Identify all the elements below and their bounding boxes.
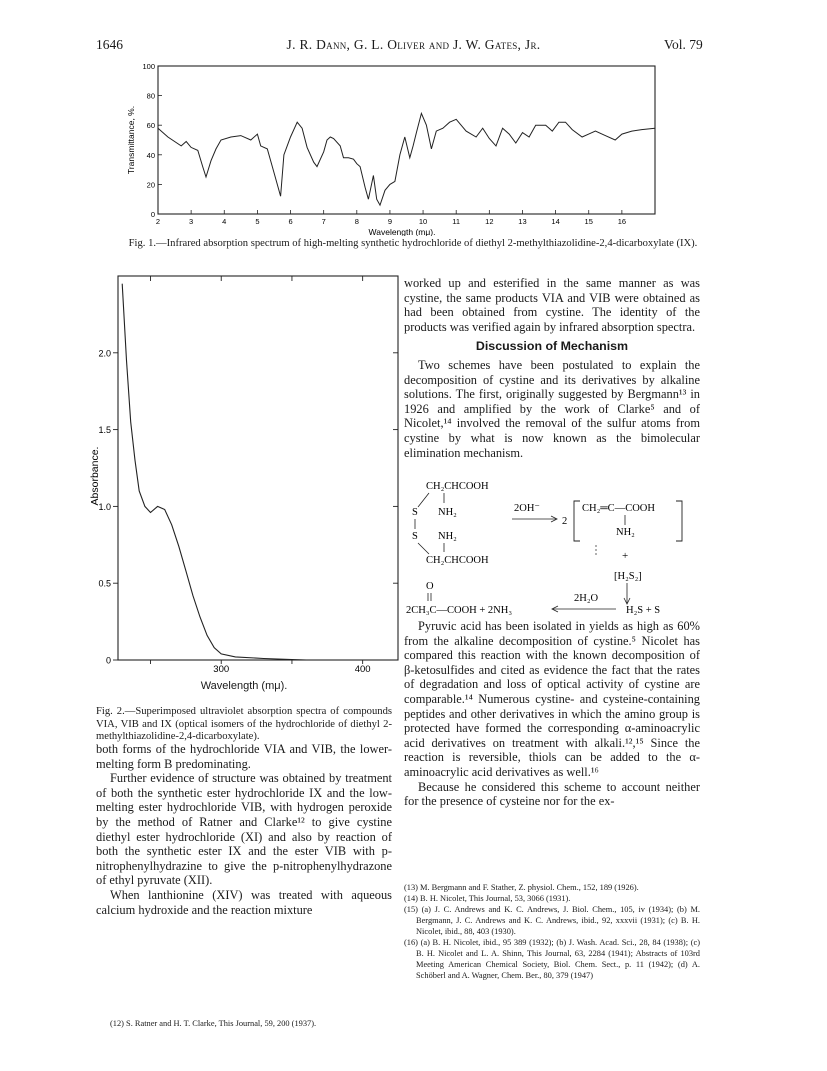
figure1-spectrum-line — [158, 113, 655, 205]
footnote-12: (12) S. Ratner and H. T. Clarke, This Journal, 59, 200 (1937). — [110, 1019, 317, 1028]
scheme-oxygen: O — [426, 581, 434, 592]
figure1-ytick-label: 80 — [146, 91, 155, 101]
right-paragraph-3: Because he considered this scheme to account neither for the presence of cysteine nor for the ex- — [404, 779, 700, 809]
right-paragraph-1: Two schemes have been postulated to explain the decomposition of cystine and its derivatives by alkaline solutions. The first, originally suggested by Bergmann¹³ in 1926 and amplified by the work of Clarke⁵ and of Nicolet,¹⁴ involved the removal of the sulfur atoms from cystine by what is now known as the bimolecular elimination mechanism. — [404, 357, 700, 460]
figure2-ytick-label: 1.0 — [98, 501, 111, 512]
scheme-h2s-s: H₂S + S — [626, 605, 661, 615]
figure1-xtick-label: 2 — [155, 217, 161, 226]
figure2-caption: Fig. 2.—Superimposed ultraviolet absorption spectra of compounds VIA, VIB and IX (optical isomers of the hydrochloride of diethyl 2-methylthiazolidine-2,4-dicarboxylate). — [96, 706, 392, 743]
scheme-cystine-top: CH₂CHCOOH — [426, 481, 489, 492]
right-column-bottom — [404, 619, 700, 809]
figure1-xtick-label: 4 — [222, 217, 227, 226]
figure1-ytick-label: 100 — [142, 62, 155, 71]
figure1-xtick-label: 11 — [452, 217, 461, 226]
left-column — [96, 742, 392, 917]
footnote-16: (16) (a) B. H. Nicolet, ibid., 95 389 (1932); (b) J. Wash. Acad. Sci., 28, 84 (1938); (c) B. H. Nicolet and L. A. Shinn, This Journal, 63, 2284 (1941); Abstracts of 103rd Meeting American Chemical Society, Biol. Chem. Sect., p. 11 (1942); (d) A. Schöberl and A. Wagner, Chem. Ber., 80, 379 (1947) — [404, 938, 700, 980]
figure1-xtick-label: 3 — [189, 217, 194, 226]
figure2-axes — [98, 276, 398, 675]
figure1-xtick-label: 10 — [418, 217, 428, 226]
figure1-xtick-label: 14 — [551, 217, 560, 226]
scheme-nh2-1: NH₂ — [438, 507, 457, 518]
right-paragraph-2: Pyruvic acid has been isolated in yields as high as 60% from the alkaline decomposition of cystine.⁵ Nicolet has compared this reaction with the known decomposition of β-ketosulfides and cited as evidence the fact that the rates of degradation and loss of optical activity of cystine are comparable.¹⁴ Numerous cystine- and cysteine-containing peptides and other derivatives in which the amino group is protected have formed the corresponding α-aminoacrylic acid derivatives on treatment with alkali.¹²,¹⁵ Since the reaction is reversible, thiols can be added to the α-aminoacrylic acid derivatives as well.¹⁶ — [404, 619, 700, 779]
figure2-ytick-label: 0 — [105, 655, 111, 666]
figure2-uv-spectrum — [84, 270, 404, 678]
left-paragraph-1: both forms of the hydrochloride VIA and VIB, the lower-melting form B predominating. — [96, 742, 392, 771]
figure1-xtick-label: 16 — [617, 217, 627, 226]
figure2-ylabel: Absorbance. — [89, 446, 101, 506]
figure1-ytick-label: 60 — [146, 121, 155, 131]
figure1-ylabel: Transmittance, %. — [126, 105, 136, 175]
figure1-ytick-label: 0 — [150, 210, 155, 219]
figure2-ytick-label: 0.5 — [98, 578, 111, 589]
volume-label: Vol. 79 — [664, 37, 703, 52]
reaction-scheme — [404, 477, 700, 615]
left-paragraph-2: Further evidence of structure was obtained by treatment of both the synthetic ester hydrochloride IX and the low-melting ester hydrochloride VIB, with hydrogen peroxide by the method of Ratner and Clarke¹² to give cystine diethyl ester hydrochloride (XI) and also by reaction of both the synthetic ester IX and the ester VIB with p-nitrophenylhydrazine to give the p-nitrophenylhydrazone of ethyl pyruvate (XII). — [96, 771, 392, 888]
right-footnotes — [404, 882, 700, 981]
figure1-xtick-label: 5 — [255, 217, 260, 226]
running-authors: J. R. Dann, G. L. Oliver and J. W. Gates, Jr. — [286, 37, 541, 52]
scheme-plus: + — [622, 550, 629, 562]
scheme-h2s2: [H₂S₂] — [614, 571, 642, 582]
figure1-xtick-label: 15 — [584, 217, 593, 226]
scheme-pyruvate: 2CH₃C—COOH + 2NH₃ — [406, 605, 512, 615]
scheme-reagent: 2OH⁻ — [514, 503, 540, 514]
figure2-xtick-label: 400 — [354, 664, 371, 675]
figure1-ytick-label: 40 — [146, 150, 155, 160]
figure1-caption: Fig. 1.—Infrared absorption spectrum of high-melting synthetic hydrochloride of diethyl 2-methylthiazolidine-2,4-dicarboxylate (IX). — [128, 238, 698, 249]
scheme-nh2-product: NH₂ — [616, 527, 635, 538]
scheme-s1: S — [412, 507, 418, 518]
right-paragraph-continued: worked up and esterified in the same manner as was cystine, the same products VIA and VIB were obtained as had been obtained from cystine. The identity of the products was verified again by infrared absorption spectra. — [404, 276, 700, 334]
footnote-13: (13) M. Bergmann and F. Stather, Z. physiol. Chem., 152, 189 (1926). — [404, 883, 639, 892]
figure1-xtick-label: 9 — [387, 217, 393, 226]
figure1-xtick-label: 12 — [485, 217, 494, 226]
scheme-s2: S — [412, 531, 418, 542]
page-number: 1646 — [96, 37, 123, 52]
figure1-xtick-label: 8 — [354, 217, 359, 226]
figure1-xtick-label: 6 — [288, 217, 293, 226]
figure2-xlabel: Wavelength (mμ). — [200, 680, 288, 692]
figure1-xtick-label: 13 — [518, 217, 527, 226]
figure2-xtick-label: 300 — [213, 664, 230, 675]
figure2-ytick-label: 1.5 — [98, 425, 111, 436]
scheme-cystine-bottom: CH₂CHCOOH — [426, 555, 489, 566]
figure2-frame — [118, 276, 398, 660]
figure1-ir-spectrum — [96, 58, 696, 236]
scheme-aminoacrylic: CH₂═C—COOH — [582, 503, 655, 514]
figure1-xlabel: Wavelength (mμ). — [368, 227, 436, 236]
scheme-water: 2H₂O — [574, 593, 599, 604]
left-paragraph-3: When lanthionine (XIV) was treated with aqueous calcium hydroxide and the reaction mixture — [96, 887, 392, 917]
figure1-xtick-label: 7 — [321, 217, 326, 226]
right-column-top — [404, 276, 700, 460]
figure1-frame — [158, 66, 655, 214]
scheme-coefficient: 2 — [562, 516, 568, 527]
figure2-ytick-label: 2.0 — [98, 348, 111, 359]
footnote-15: (15) (a) J. C. Andrews and K. C. Andrews, J. Biol. Chem., 105, iv (1934); (b) M. Bergmann, J. C. Andrews and K. C. Andrews, ibid., 92, xxxvii (1931); (c) B. H. Nicolet, ibid., 88, 403 (1930). — [404, 905, 700, 936]
scheme-nh2-2: NH₂ — [438, 531, 457, 542]
footnote-14: (14) B. H. Nicolet, This Journal, 53, 3066 (1931). — [404, 894, 571, 903]
section-heading: Discussion of Mechanism — [475, 339, 629, 354]
figure1-ytick-label: 20 — [146, 180, 155, 190]
figure2-spectrum-line — [122, 284, 391, 660]
figure1-axes — [142, 62, 626, 226]
